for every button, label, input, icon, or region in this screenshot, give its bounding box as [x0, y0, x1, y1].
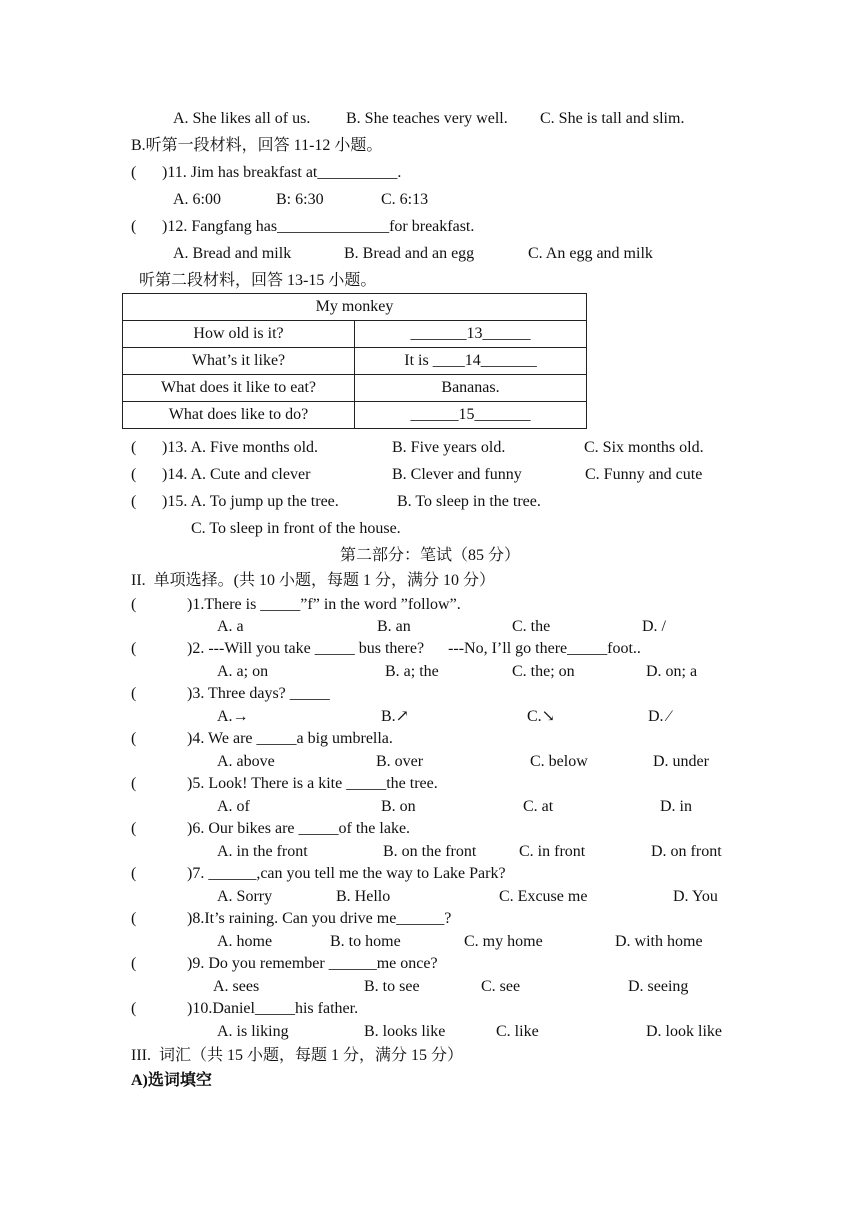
mc1-option-a: A. a — [217, 618, 244, 635]
mc6-option-a: A. in the front — [217, 843, 308, 860]
mc7-option-b: B. Hello — [336, 888, 391, 905]
mc10-stem: )10.Daniel_____his father. — [187, 1000, 359, 1017]
mc8-option-c: C. my home — [464, 933, 543, 950]
mc10-option-b: B. looks like — [364, 1023, 446, 1040]
mc3-option-a: A.→ — [217, 708, 249, 725]
q12-option-c: C. An egg and milk — [528, 245, 653, 262]
prev-option-a: A. She likes all of us. — [173, 110, 311, 127]
prev-option-c: C. She is tall and slim. — [540, 110, 685, 127]
mc9-option-a: A. sees — [213, 978, 260, 995]
mc9-paren: ( — [131, 955, 137, 972]
mc7-option-a: A. Sorry — [217, 888, 273, 905]
mc4-option-d: D. under — [653, 753, 709, 770]
monkey-table — [122, 293, 587, 429]
q11-option-c: C. 6:13 — [381, 191, 429, 208]
mc1-option-d: D. / — [642, 618, 666, 635]
mc3-option-d: D. ∕ — [648, 708, 671, 725]
q14-option-b: B. Clever and funny — [392, 466, 522, 483]
mc7-stem: )7. ______,can you tell me the way to Lake Park? — [187, 865, 506, 882]
prev-option-b: B. She teaches very well. — [346, 110, 508, 127]
table-cell-answer: ______15_______ — [355, 402, 587, 429]
section2-heading: II. 单项选择。(共 10 小题，每题 1 分，满分 10 分） — [131, 572, 495, 589]
q12-paren: ( — [131, 218, 137, 235]
q15-option-c: C. To sleep in front of the house. — [191, 520, 401, 537]
mc2-option-c: C. the; on — [512, 663, 575, 680]
section3-heading: III. 词汇（共 15 小题，每题 1 分，满分 15 分） — [131, 1047, 463, 1064]
q13-paren: ( — [131, 439, 137, 456]
table-cell-question: How old is it? — [123, 321, 355, 348]
mc7-option-d: D. You — [673, 888, 718, 905]
q15-stem: )15. A. To jump up the tree. — [162, 493, 339, 510]
mc6-option-c: C. in front — [519, 843, 586, 860]
mc9-option-b: B. to see — [364, 978, 420, 995]
mc10-option-d: D. look like — [646, 1023, 722, 1040]
table-row — [123, 348, 587, 375]
mc10-option-a: A. is liking — [217, 1023, 289, 1040]
mc1-option-b: B. an — [377, 618, 411, 635]
mc5-option-d: D. in — [660, 798, 692, 815]
mc2-option-a: A. a; on — [217, 663, 269, 680]
mc1-option-c: C. the — [512, 618, 551, 635]
mc2-option-b: B. a; the — [385, 663, 439, 680]
table-cell-question: What does like to do? — [123, 402, 355, 429]
mc10-paren: ( — [131, 1000, 137, 1017]
mc8-option-d: D. with home — [615, 933, 703, 950]
q11-option-a: A. 6:00 — [173, 191, 221, 208]
table-cell-question: What does it like to eat? — [123, 375, 355, 402]
q11-stem: )11. Jim has breakfast at__________. — [162, 164, 402, 181]
mc3-paren: ( — [131, 685, 137, 702]
mc7-paren: ( — [131, 865, 137, 882]
mc5-option-b: B. on — [381, 798, 416, 815]
table-cell-question: What’s it like? — [123, 348, 355, 375]
q15-option-b: B. To sleep in the tree. — [397, 493, 541, 510]
section3a-heading: A)选词填空 — [131, 1072, 212, 1089]
section-b-heading: B.听第一段材料，回答 11-12 小题。 — [131, 137, 383, 154]
mc4-stem: )4. We are _____a big umbrella. — [187, 730, 393, 747]
mc6-option-d: D. on front — [651, 843, 722, 860]
mc5-option-c: C. at — [523, 798, 554, 815]
mc9-option-c: C. see — [481, 978, 521, 995]
mc4-option-c: C. below — [530, 753, 588, 770]
mc1-stem: )1.There is _____”f” in the word ”follow”. — [187, 596, 461, 613]
mc2-option-d: D. on; a — [646, 663, 698, 680]
passage2-heading: 听第二段材料，回答 13-15 小题。 — [139, 272, 377, 289]
mc9-stem: )9. Do you remember ______me once? — [187, 955, 438, 972]
table-row — [123, 294, 587, 321]
mc8-option-a: A. home — [217, 933, 273, 950]
q13-option-b: B. Five years old. — [392, 439, 506, 456]
q12-option-a: A. Bread and milk — [173, 245, 292, 262]
mc6-stem: )6. Our bikes are _____of the lake. — [187, 820, 411, 837]
mc10-option-c: C. like — [496, 1023, 539, 1040]
mc3-option-b: B.↗ — [381, 708, 410, 725]
mc4-paren: ( — [131, 730, 137, 747]
q15-paren: ( — [131, 493, 137, 510]
mc3-stem: )3. Three days? _____ — [187, 685, 330, 702]
q14-option-c: C. Funny and cute — [585, 466, 703, 483]
mc6-paren: ( — [131, 820, 137, 837]
mc4-option-a: A. above — [217, 753, 275, 770]
mc9-option-d: D. seeing — [628, 978, 689, 995]
table-title: My monkey — [123, 294, 587, 321]
q14-stem: )14. A. Cute and clever — [162, 466, 311, 483]
mc4-option-b: B. over — [376, 753, 424, 770]
mc5-stem: )5. Look! There is a kite _____the tree. — [187, 775, 438, 792]
mc5-paren: ( — [131, 775, 137, 792]
q14-paren: ( — [131, 466, 137, 483]
q11-option-b: B: 6:30 — [276, 191, 324, 208]
mc3-option-c: C.↘ — [527, 708, 556, 725]
table-row — [123, 321, 587, 348]
q12-stem: )12. Fangfang has______________for breakfast. — [162, 218, 475, 235]
mc2-paren: ( — [131, 640, 137, 657]
table-cell-answer: Bananas. — [355, 375, 587, 402]
mc8-paren: ( — [131, 910, 137, 927]
q13-stem: )13. A. Five months old. — [162, 439, 319, 456]
table-cell-answer: _______13______ — [355, 321, 587, 348]
mc1-paren: ( — [131, 596, 137, 613]
table-cell-answer: It is ____14_______ — [355, 348, 587, 375]
mc7-option-c: C. Excuse me — [499, 888, 588, 905]
mc2-stem: )2. ---Will you take _____ bus there? ---No, I’ll go there_____foot.. — [187, 640, 641, 657]
q13-option-c: C. Six months old. — [584, 439, 704, 456]
mc8-option-b: B. to home — [330, 933, 401, 950]
mc5-option-a: A. of — [217, 798, 250, 815]
q11-paren: ( — [131, 164, 137, 181]
mc6-option-b: B. on the front — [383, 843, 477, 860]
table-row — [123, 375, 587, 402]
table-row — [123, 402, 587, 429]
part2-title: 第二部分：笔试（85 分） — [339, 547, 520, 564]
q12-option-b: B. Bread and an egg — [344, 245, 475, 262]
mc8-stem: )8.It’s raining. Can you drive me______? — [187, 910, 452, 927]
